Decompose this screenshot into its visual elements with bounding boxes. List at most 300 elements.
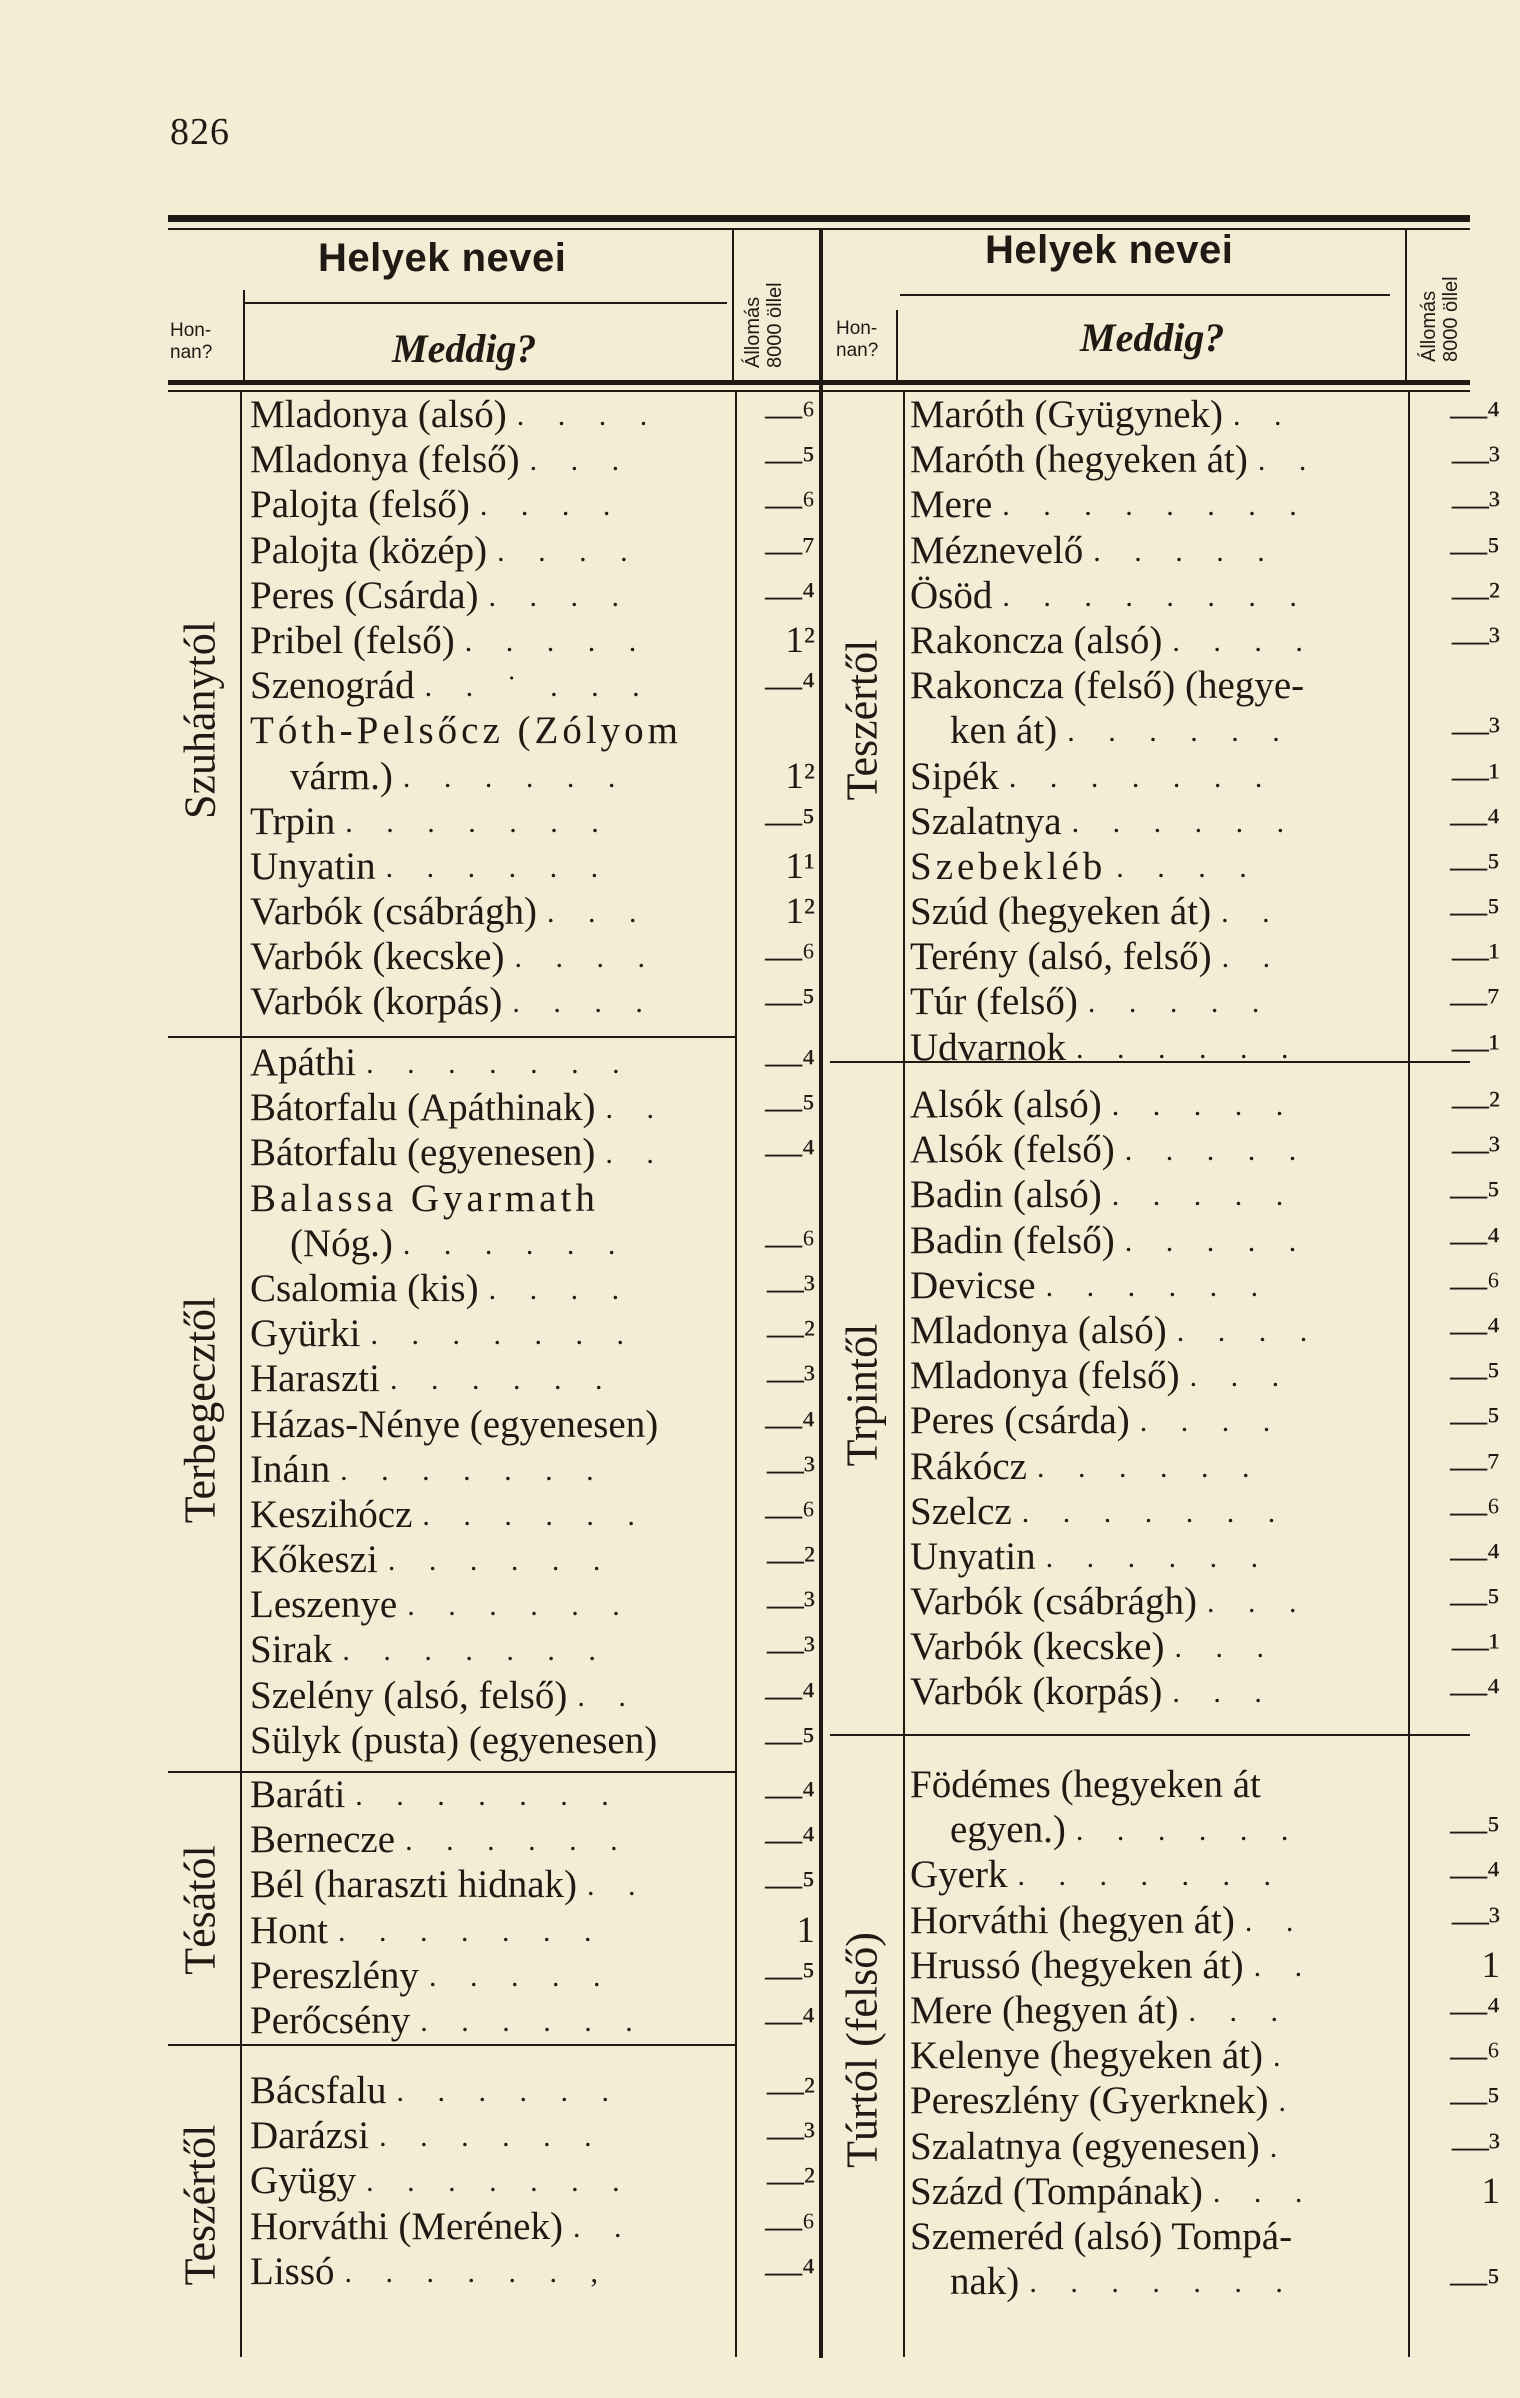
leader-dots: . . . (1212, 2175, 1316, 2209)
station-distance: —⁴ (1450, 1671, 1500, 1713)
leader-dots: . . . . (1116, 850, 1260, 884)
station-distance: —⁴ (765, 1042, 815, 1083)
table-row (910, 934, 1500, 979)
table-row (910, 1988, 1500, 2033)
place-name: Kelenye (hegyeken át) (910, 2034, 1263, 2078)
table-row (250, 934, 815, 979)
table-row (910, 2078, 1500, 2123)
table-row (250, 1998, 815, 2043)
station-distance: —² (766, 1313, 815, 1355)
table-row (910, 708, 1500, 753)
place-name: Bél (haraszti hidnak) (250, 1863, 578, 1907)
place-name: Födémes (hegyeken át (910, 1763, 1261, 1806)
right-group-label-1: Teszértől (837, 639, 887, 801)
leader-dots: . (1278, 2085, 1299, 2119)
leader-dots: . . . (1174, 1631, 1277, 1665)
place-name: Bernecze (250, 1818, 396, 1862)
right-header-title: Helyek nevei (985, 228, 1234, 272)
place-name: Szelény (alsó, felső) (250, 1673, 568, 1717)
table-row (910, 2259, 1500, 2304)
table-row (910, 1579, 1500, 1624)
table-row (910, 1444, 1500, 1489)
table-row (250, 2113, 815, 2158)
place-name: Varbók (korpás) (250, 980, 503, 1024)
leader-dots: . . . . (1172, 624, 1316, 658)
place-name: nak) (950, 2260, 1020, 2304)
station-distance: —⁴ (1450, 800, 1500, 842)
left-group-rows (250, 2068, 815, 2294)
leader-dots: . . ˙ . . . (424, 670, 653, 704)
table-row (910, 1025, 1500, 1070)
station-distance: —⁵ (1450, 529, 1500, 571)
station-distance: 1² (785, 619, 815, 661)
station-distance: —⁴ (765, 574, 815, 616)
table-row (250, 1862, 815, 1907)
table-row (910, 1172, 1500, 1217)
station-distance: —³ (1451, 2125, 1500, 2167)
place-name: Varbók (csábrágh) (910, 1580, 1197, 1624)
leader-dots: . . . . . (1124, 1134, 1310, 1168)
station-distance: —⁵ (1450, 1174, 1500, 1216)
table-row (250, 1447, 815, 1492)
center-divider (819, 228, 823, 2358)
left-group-label-2: Terbegecztől (175, 1296, 225, 1524)
leader-dots: . . . . . . , (344, 2255, 612, 2289)
table-row (250, 1908, 815, 1953)
left-group-label-4: Teszértől (175, 2124, 225, 2286)
leader-dots: . . . . . . (420, 2004, 646, 2038)
leader-dots: . . . . . . (1036, 1450, 1263, 1484)
leader-dots: . . . . . . . (342, 1634, 609, 1668)
place-name: Devicse (910, 1263, 1036, 1307)
right-header-from: Hon- nan? (836, 318, 879, 361)
leader-dots: . . . . . . (1045, 1540, 1272, 1574)
leader-dots: . . . (1206, 1586, 1310, 1620)
station-distance: —³ (766, 2115, 815, 2157)
leader-dots: . . . . . . (402, 760, 629, 794)
page-number: 826 (170, 111, 230, 153)
table-row (910, 1218, 1500, 1263)
left-header-title: Helyek nevei (318, 236, 567, 280)
place-name: Sipék (910, 754, 999, 798)
station-distance: —⁴ (1450, 1989, 1500, 2031)
station-distance: —² (1451, 1084, 1500, 1125)
leader-dots: . . . . (516, 399, 661, 432)
place-name: Bácsfalu (250, 2069, 387, 2112)
place-name: Unyatin (250, 844, 376, 888)
place-name: Varbók (csábrágh) (250, 890, 537, 934)
station-distance: —⁴ (1450, 394, 1500, 435)
station-distance: —⁵ (1450, 845, 1500, 887)
station-distance: 1² (785, 891, 815, 933)
table-row (910, 889, 1500, 934)
leader-dots: . . . . . (1087, 986, 1273, 1020)
table-row (910, 618, 1500, 663)
leader-dots: . . . . . . (1075, 1814, 1302, 1848)
station-distance: —⁶ (1450, 1490, 1500, 1532)
place-name: Varbók (kecske) (910, 1625, 1165, 1669)
leader-dots: . . (1233, 399, 1295, 432)
leader-dots: . . . . . . (389, 1363, 616, 1397)
place-name: Pereszlény (250, 1953, 419, 1997)
place-name: Leszenye (250, 1583, 398, 1627)
table-row (250, 979, 815, 1024)
station-distance: —² (1451, 574, 1500, 616)
station-distance: —⁴ (765, 1819, 815, 1861)
station-distance: —⁴ (765, 665, 815, 707)
table-row (910, 1489, 1500, 1534)
station-distance: —¹ (1451, 1026, 1500, 1068)
table-row (250, 1627, 815, 1672)
station-distance: —³ (1451, 1129, 1500, 1171)
table-row (250, 1953, 815, 1998)
left-header-vline (243, 290, 245, 382)
table-row (910, 663, 1408, 708)
table-row (910, 1762, 1408, 1807)
place-name: Tóth-Pelsőcz (Zólyom (250, 709, 683, 753)
station-distance: 1 (1481, 2170, 1500, 2212)
place-name: Maróth (hegyeken át) (910, 438, 1248, 482)
place-name: Sülyk (pusta) (egyenesen) (250, 1718, 658, 1762)
table-row (250, 618, 815, 663)
leader-dots: . . (572, 2210, 635, 2244)
place-name: Peres (csárda) (910, 1399, 1130, 1443)
table-row (250, 708, 735, 753)
place-name: Horváthi (Merének) (250, 2204, 563, 2248)
station-distance: —³ (1451, 1899, 1500, 1941)
place-name: Udvarnok (910, 1025, 1066, 1069)
table-row (250, 1492, 815, 1537)
table-row (910, 2124, 1500, 2169)
place-name: Alsók (felső) (910, 1128, 1115, 1172)
place-name: Szenográd (250, 664, 415, 708)
place-name: Ösöd (910, 573, 993, 617)
right-group-label-2: Trpintől (837, 1323, 887, 1467)
header-top-rule (168, 215, 1470, 222)
table-row (910, 1898, 1500, 1943)
table-row (250, 2204, 815, 2249)
table-row (910, 482, 1500, 527)
leader-dots: . . . . . . (379, 2120, 605, 2154)
leader-dots: . . . . . . . (1029, 2266, 1296, 2300)
place-name: Ináın (250, 1447, 331, 1491)
place-name: Pereszlény (Gyerknek) (910, 2079, 1269, 2123)
place-name: (Nóg.) (290, 1221, 393, 1265)
leader-dots: . . . (546, 896, 650, 930)
place-name: várm.) (290, 754, 393, 798)
station-distance: —⁴ (765, 2250, 815, 2292)
station-distance: —⁵ (765, 439, 815, 481)
station-distance: —⁵ (765, 1719, 815, 1761)
table-row (250, 1356, 815, 1401)
leader-dots: . . . . . . (407, 1589, 633, 1623)
leader-dots: . . . (1189, 1360, 1293, 1394)
station-distance: —⁶ (765, 1493, 815, 1535)
station-distance: —⁶ (765, 2205, 815, 2247)
station-distance: —⁴ (1450, 1854, 1500, 1896)
station-distance: —⁴ (765, 1132, 815, 1174)
leader-dots: . . . . (514, 941, 658, 975)
table-row (250, 573, 815, 618)
table-row (910, 1082, 1500, 1127)
leader-dots: . . . (1172, 1676, 1275, 1710)
table-row (250, 482, 815, 527)
table-row (910, 1943, 1500, 1988)
leader-dots: . . . . (488, 579, 632, 613)
place-name: Rákócz (910, 1444, 1027, 1488)
station-distance: —⁵ (1450, 2080, 1500, 2122)
station-distance: —³ (1451, 619, 1500, 661)
place-name: Méznevelő (910, 528, 1084, 572)
station-distance: —⁶ (765, 394, 815, 435)
left-station-vline (732, 228, 734, 382)
station-distance: —¹ (1451, 755, 1500, 797)
place-name: Badin (felső) (910, 1218, 1115, 1262)
leader-dots: . . . . . . (1045, 1269, 1272, 1303)
place-name: Trpin (250, 799, 336, 843)
table-row (250, 2249, 815, 2294)
station-distance: —³ (766, 1267, 815, 1309)
left-group-separator (168, 2044, 735, 2046)
leader-dots: . . . . . . (422, 1498, 648, 1532)
table-row (250, 528, 815, 573)
station-distance: 1 (796, 1909, 815, 1951)
place-name: Unyatin (910, 1534, 1036, 1578)
station-distance: —² (766, 1539, 815, 1581)
leader-dots: . . . . . . (385, 850, 612, 884)
table-row (910, 528, 1500, 573)
place-name: Varbók (korpás) (910, 1670, 1163, 1714)
table-row (250, 392, 815, 437)
station-distance: 1 (1481, 1944, 1500, 1986)
left-group-rows (250, 1040, 815, 1763)
place-name: Mere (910, 483, 993, 527)
station-distance: —⁶ (765, 936, 815, 978)
place-name: Gyerk (910, 1853, 1008, 1897)
station-distance: —⁴ (1450, 1219, 1500, 1261)
station-distance: —⁷ (765, 529, 815, 571)
station-distance: —³ (766, 1629, 815, 1671)
place-name: ken át) (950, 709, 1058, 753)
table-row (910, 1353, 1500, 1398)
place-name: Haraszti (250, 1357, 380, 1401)
left-label-vline (240, 392, 242, 2357)
table-row (910, 1807, 1500, 1852)
table-row (910, 2169, 1500, 2214)
place-name: Peres (Csárda) (250, 573, 479, 617)
station-distance: —³ (1451, 439, 1500, 481)
place-name: Balassa Gyarmath (250, 1176, 599, 1220)
table-row (250, 1402, 815, 1447)
table-row (250, 1673, 815, 1718)
left-header-divider (245, 302, 727, 304)
leader-dots: . . . . . . (396, 2075, 622, 2108)
station-distance: —⁶ (1450, 2035, 1500, 2077)
leader-dots: . . . . . . . (1008, 760, 1276, 794)
leader-dots: . . . . . . . (1021, 1495, 1289, 1529)
table-row (250, 1718, 815, 1763)
right-group-rows (910, 392, 1500, 1070)
place-name: Keszihócz (250, 1492, 413, 1536)
leader-dots: . . . . . (428, 1959, 614, 1993)
table-row (910, 1534, 1500, 1579)
leader-dots: . . . . . . . (366, 2165, 633, 2199)
table-row (250, 844, 815, 889)
right-group-separator (830, 1734, 1470, 1736)
leader-dots: . . . . (512, 986, 656, 1020)
station-distance: —⁵ (765, 1087, 815, 1129)
station-distance: 1¹ (785, 845, 815, 887)
leader-dots: . . . . . (1111, 1089, 1297, 1122)
place-name: Szelcz (910, 1489, 1012, 1533)
station-distance: —⁴ (765, 1674, 815, 1716)
station-distance: —⁵ (1450, 1400, 1500, 1442)
right-header-station: Állomás 8000 öllel (1418, 276, 1462, 362)
station-distance: —⁶ (1450, 1264, 1500, 1306)
right-label-vline (903, 392, 905, 2357)
place-name: Mladonya (alsó) (910, 1308, 1167, 1352)
station-distance: —⁴ (765, 1403, 815, 1445)
leader-dots: . . (577, 1679, 639, 1713)
leader-dots: . . . . (479, 489, 624, 523)
place-name: Hrussó (hegyeken át) (910, 1943, 1244, 1987)
place-name: Lissó (250, 2249, 335, 2293)
table-row (250, 889, 815, 934)
left-group-rows (250, 392, 815, 1025)
table-row (910, 799, 1500, 844)
table-row (910, 1263, 1500, 1308)
leader-dots: . . . . (1139, 1405, 1284, 1439)
station-distance: —⁵ (1450, 1355, 1500, 1397)
table-row (250, 663, 815, 708)
table-row (910, 1127, 1500, 1172)
table-row (910, 2214, 1408, 2259)
leader-dots: . . . . . . . (340, 1453, 607, 1487)
leader-dots: . . (605, 1092, 667, 1126)
place-name: Mere (hegyen át) (910, 1988, 1179, 2032)
leader-dots: . . . . . (1111, 1179, 1297, 1213)
place-name: Badin (alsó) (910, 1173, 1102, 1217)
leader-dots: . . . . . . (1071, 805, 1298, 839)
table-row (250, 799, 815, 844)
place-name: Szúd (hegyeken át) (910, 890, 1212, 934)
leader-dots: . . (1221, 941, 1284, 975)
table-row (250, 2158, 815, 2203)
table-row (910, 1398, 1500, 1443)
leader-dots: . . (1257, 444, 1320, 478)
table-row (250, 1040, 815, 1085)
table-row (250, 2068, 815, 2113)
leader-dots: . . . . . . . . (1002, 489, 1310, 523)
station-distance: —³ (766, 1584, 815, 1626)
table-row (250, 1772, 815, 1817)
right-header-vline (896, 310, 898, 382)
station-distance: —⁵ (765, 1954, 815, 1996)
leader-dots: . . . . (497, 534, 641, 568)
table-row (910, 1852, 1500, 1897)
station-distance: —⁵ (765, 800, 815, 842)
table-row (250, 1221, 815, 1266)
table-row (910, 573, 1500, 618)
table-row (910, 437, 1500, 482)
leader-dots: . . . . (1176, 1314, 1321, 1348)
table-row (250, 437, 815, 482)
place-name: Hont (250, 1908, 328, 1952)
station-distance: —³ (766, 1358, 815, 1400)
table-row (910, 844, 1500, 889)
place-name: Bátorfalu (egyenesen) (250, 1131, 596, 1175)
leader-dots: . . (587, 1869, 649, 1903)
place-name: Palojta (közép) (250, 528, 488, 572)
leader-dots: . . . (529, 444, 633, 478)
table-row (910, 392, 1500, 437)
table-row (910, 1624, 1500, 1669)
station-distance: —⁵ (1450, 2261, 1500, 2303)
place-name: Gyürki (250, 1312, 361, 1356)
right-group-label-3: Túrtól (felső) (837, 1932, 887, 2168)
leader-dots: . . . . . (464, 624, 650, 658)
place-name: Alsók (alsó) (910, 1083, 1102, 1126)
leader-dots: . . . . . . . (370, 1318, 637, 1352)
right-value-vline (1408, 392, 1410, 2357)
station-distance: —² (766, 2070, 815, 2111)
place-name: Házas-Nénye (egyenesen) (250, 1402, 659, 1446)
place-name: Mladonya (felső) (250, 438, 520, 482)
station-distance: —⁴ (765, 1774, 815, 1815)
table-row (910, 1669, 1500, 1714)
place-name: Túr (felső) (910, 980, 1078, 1024)
station-distance: —⁶ (765, 484, 815, 526)
place-name: Palojta (felső) (250, 483, 470, 527)
place-name: Bátorfalu (Apáthinak) (250, 1086, 596, 1130)
leader-dots: . . . . (488, 1272, 633, 1306)
leader-dots: . . . . . . . (345, 805, 612, 839)
table-row (250, 754, 815, 799)
station-distance: —⁵ (1450, 1581, 1500, 1623)
left-group-separator (168, 1036, 735, 1038)
table-row (250, 1537, 815, 1582)
table-row (250, 1817, 815, 1862)
table-row (910, 979, 1500, 1024)
place-name: Perőcsény (250, 1998, 411, 2042)
leader-dots: . . (1221, 896, 1283, 930)
leader-dots: . . (1244, 1904, 1307, 1938)
station-distance: —⁵ (765, 1864, 815, 1906)
place-name: Mladonya (felső) (910, 1354, 1180, 1398)
place-name: Baráti (250, 1773, 346, 1816)
place-name: Szemeréd (alsó) Tompá- (910, 2214, 1293, 2258)
left-group-label-3: Tésától (175, 1845, 225, 1975)
table-row (250, 1130, 815, 1175)
leader-dots: . . . . . . (405, 1824, 631, 1858)
place-name: Szalatnya (egyenesen) (910, 2124, 1260, 2168)
right-header-divider (900, 294, 1390, 296)
station-distance: —² (766, 2160, 815, 2202)
place-name: Terény (alsó, felső) (910, 935, 1212, 979)
leader-dots: . . . . . . . (1017, 1859, 1284, 1893)
station-distance: —⁶ (765, 1222, 815, 1264)
leader-dots: . . . (1188, 1994, 1292, 2028)
leader-dots: . (1272, 2040, 1294, 2074)
left-header-station: Állomás 8000 öllel (742, 282, 786, 368)
place-name: Százd (Tompának) (910, 2169, 1203, 2213)
place-name: Varbók (kecske) (250, 935, 505, 979)
table-row (250, 1085, 815, 1130)
station-distance: —⁷ (1450, 1445, 1500, 1487)
table-row (250, 1266, 815, 1311)
leader-dots: . . . . . . (387, 1544, 614, 1578)
place-name: Gyügy (250, 2159, 357, 2203)
